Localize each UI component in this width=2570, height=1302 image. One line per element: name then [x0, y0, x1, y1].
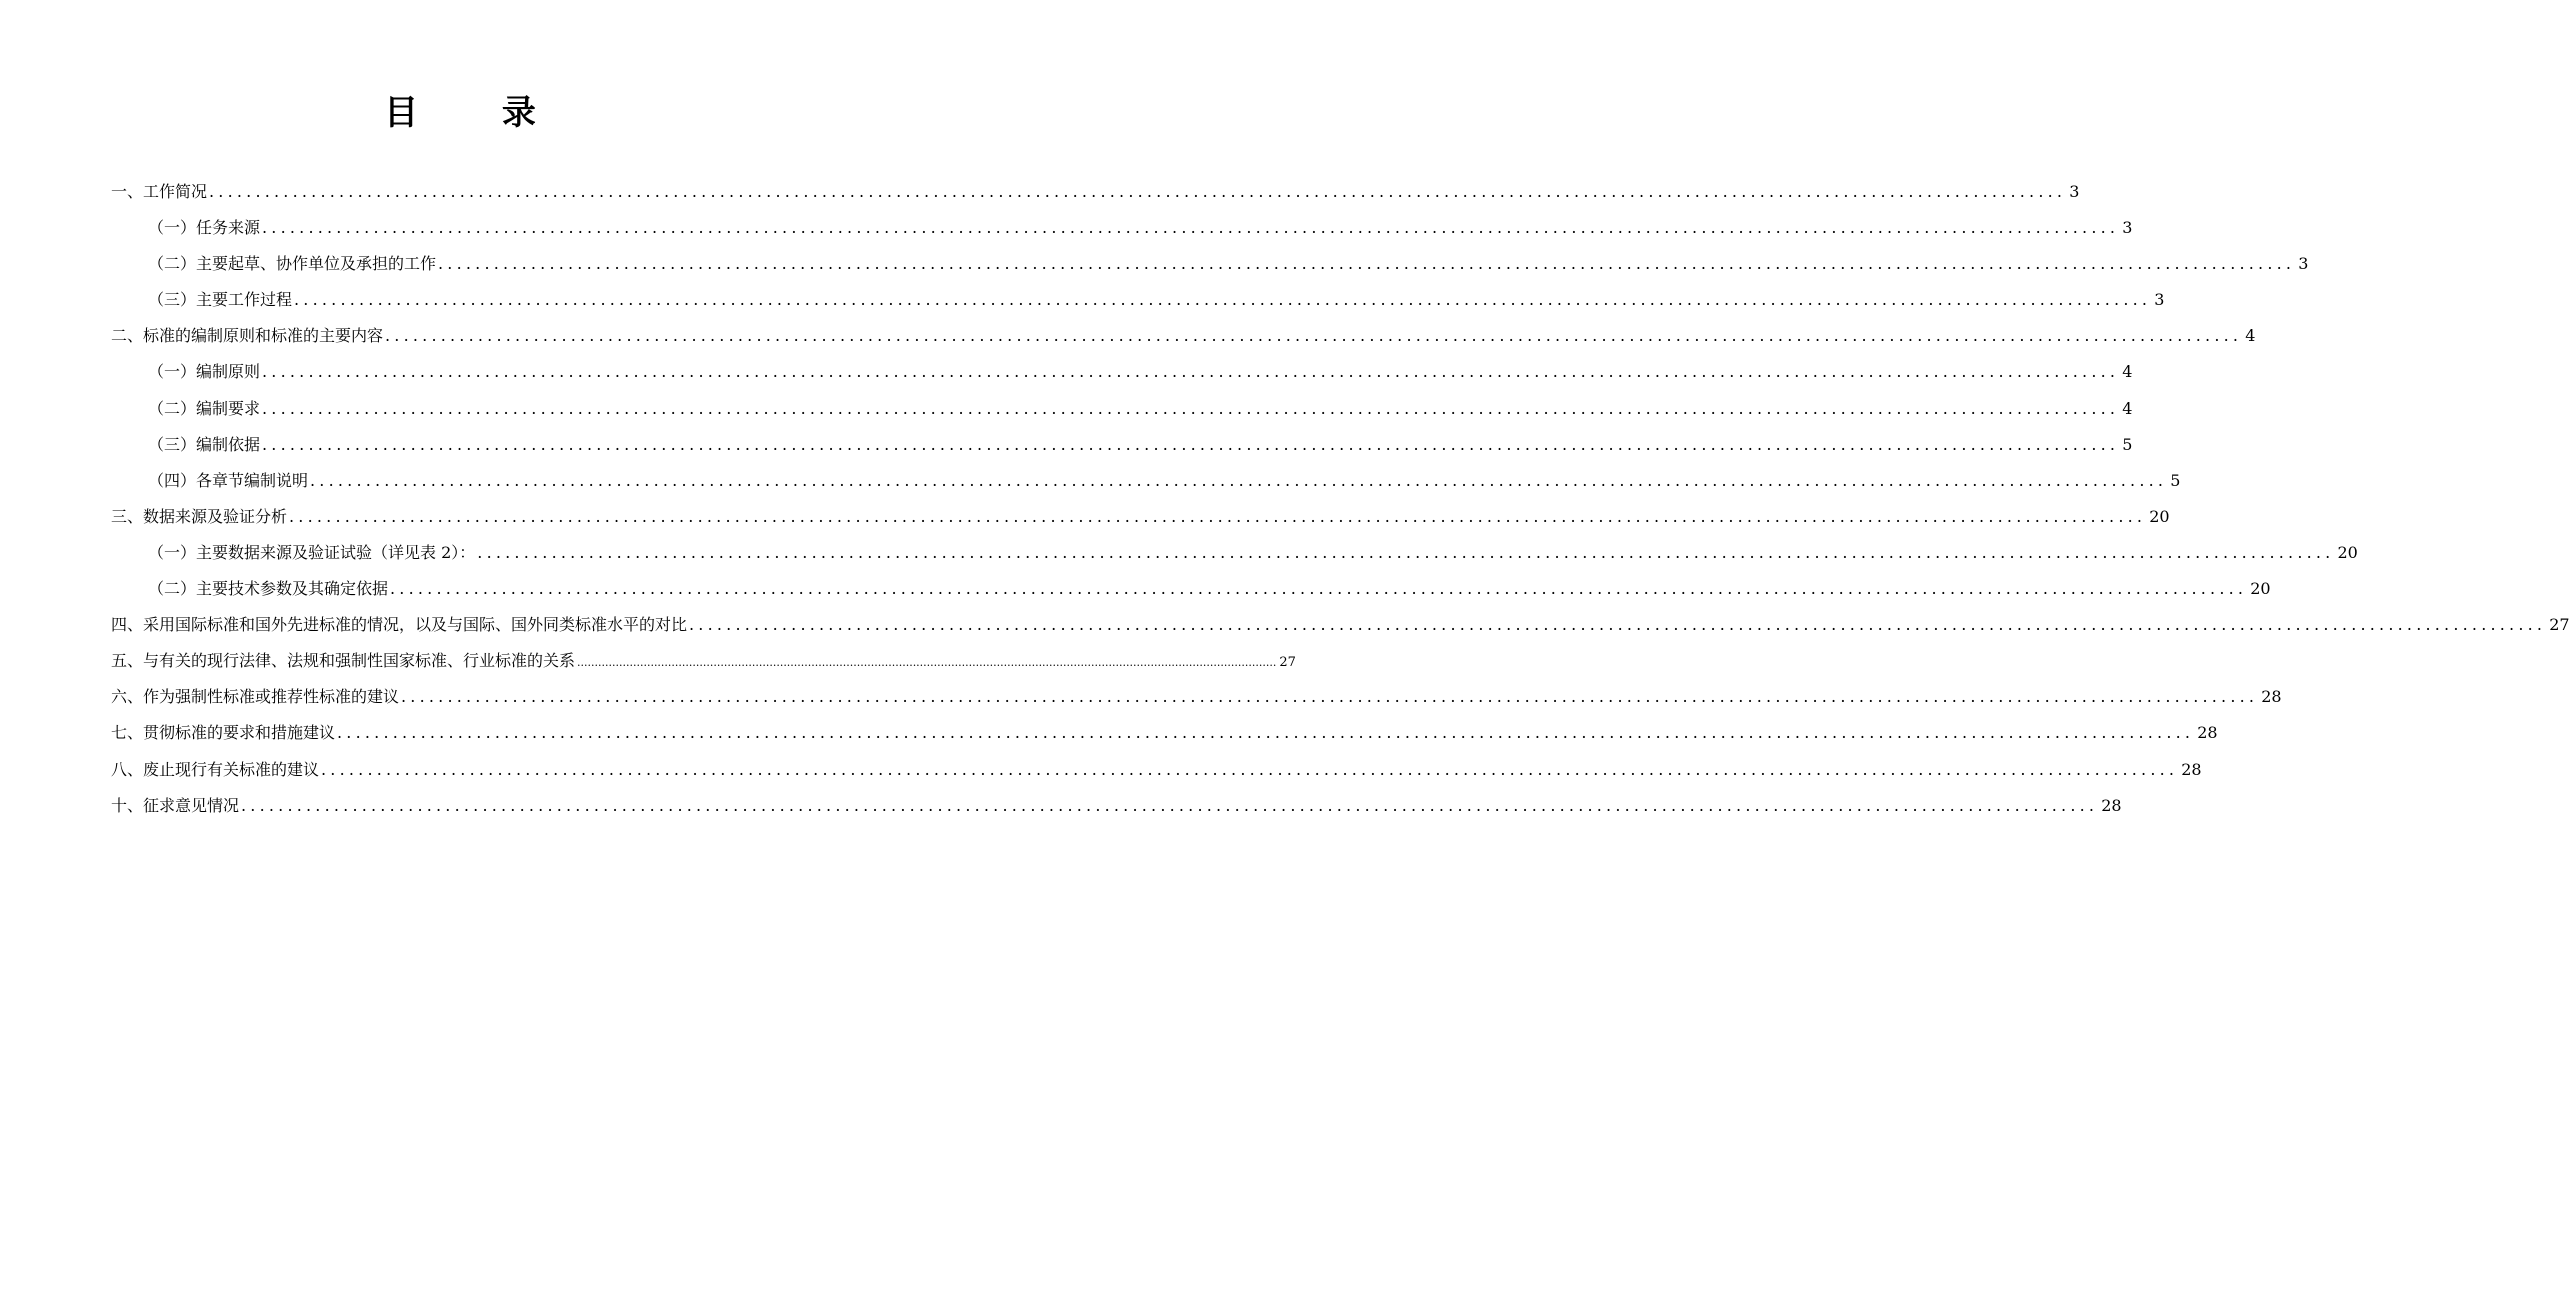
toc-leader-dots: ........................................................................................................................................................................................................: [289, 506, 2147, 526]
toc-entry-label: （一）任务来源: [148, 218, 261, 238]
toc-entry[interactable]: [111, 210, 2133, 246]
page-title: 目 录: [384, 93, 572, 133]
toc-page-number: 28: [2181, 759, 2202, 779]
toc-entry-label: （二）主要起草、协作单位及承担的工作: [148, 254, 437, 274]
toc-entry-label: 三、数据来源及验证分析: [111, 506, 288, 526]
toc-entry[interactable]: [111, 788, 2122, 824]
toc-page-number: 3: [2069, 182, 2080, 201]
toc-entry[interactable]: [111, 607, 2570, 643]
toc-leader-dots: ........................................................................................................................................................................................................: [262, 362, 2120, 382]
toc-page-number: 20: [2250, 579, 2271, 599]
toc-entry-label: 五、与有关的现行法律、法规和强制性国家标准、行业标准的关系: [111, 651, 576, 671]
toc-entry[interactable]: [111, 535, 2358, 571]
toc-entry[interactable]: [111, 246, 2309, 282]
toc-entry-label: 二、标准的编制原则和标准的主要内容: [111, 326, 384, 346]
toc-leader-dots: ........................................................................................................................................................................................................: [209, 182, 2067, 201]
table-of-contents: [111, 174, 2570, 824]
toc-entry-label: 八、废止现行有关标准的建议: [111, 759, 320, 779]
toc-entry[interactable]: [111, 499, 2170, 535]
toc-entry-label: （二）编制要求: [148, 398, 261, 418]
toc-page-number: 27: [1279, 655, 1296, 671]
toc-entry-label: （三）主要工作过程: [148, 290, 293, 310]
toc-page-number: 4: [2122, 398, 2133, 418]
toc-entry[interactable]: [111, 715, 2218, 751]
toc-leader-dots: ........................................................................................................................................................................................................: [241, 795, 2099, 815]
toc-page-number: 28: [2101, 795, 2122, 815]
toc-entry-label: 四、采用国际标准和国外先进标准的情况，以及与国际、国外同类标准水平的对比: [111, 615, 688, 635]
toc-entry[interactable]: [111, 318, 2256, 354]
toc-entry-label: （一）主要数据来源及验证试验（详见表 2）：: [148, 542, 476, 562]
toc-entry[interactable]: [111, 571, 2271, 607]
toc-entry-label: 一、工作简况: [111, 182, 208, 201]
toc-leader-dots: ........................................................................................................................................................................................................: [310, 470, 2168, 490]
toc-page-number: 4: [2122, 362, 2133, 382]
toc-entry-label: 十、征求意见情况: [111, 795, 240, 815]
toc-page-number: 3: [2122, 218, 2133, 238]
toc-leader-dots: ........................................................................................................................................................................................................: [401, 687, 2259, 707]
toc-leader-dots: ........................................................................................................................................................................................................: [390, 579, 2248, 599]
toc-entry[interactable]: [111, 174, 2080, 210]
toc-page-number: 3: [2154, 290, 2165, 310]
toc-page-number: 20: [2149, 506, 2170, 526]
toc-entry-label: 七、贯彻标准的要求和措施建议: [111, 723, 336, 743]
toc-leader-dots: ........................................................................................................................................................................................................: [689, 615, 2547, 635]
toc-leader-dots: ........................................................................................................................................................................................................: [385, 326, 2243, 346]
toc-entry[interactable]: [111, 391, 2133, 427]
toc-page-number: 3: [2298, 254, 2309, 274]
toc-entry-label: （四）各章节编制说明: [148, 470, 309, 490]
toc-entry[interactable]: [111, 427, 2133, 463]
toc-leader-dots: ........................................................................................................................................................................................................: [477, 542, 2335, 562]
toc-entry[interactable]: [111, 282, 2165, 318]
toc-page-number: 28: [2261, 687, 2282, 707]
toc-page-number: 5: [2122, 434, 2133, 454]
toc-page-number: 27: [2549, 615, 2570, 635]
toc-leader-dots: ........................................................................................................................................................................................................: [337, 723, 2195, 743]
toc-entry-label: 六、作为强制性标准或推荐性标准的建议: [111, 687, 400, 707]
toc-entry[interactable]: [111, 354, 2133, 390]
toc-page-number: 4: [2245, 326, 2256, 346]
toc-page-number: 5: [2170, 470, 2181, 490]
toc-leader-dots: ........................................................................................................................................................................................................: [262, 218, 2120, 238]
toc-entry[interactable]: [111, 752, 2202, 788]
toc-leader-dots: ........................................................................................................................................................................................................: [321, 759, 2179, 779]
toc-page-number: 28: [2197, 723, 2218, 743]
toc-entry[interactable]: [111, 679, 2282, 715]
toc-leader-dots: ........................................................................................................................................................................................................: [262, 434, 2120, 454]
toc-leader-dots: ........................................................................................................................................................................................................: [438, 254, 2296, 274]
toc-leader-dots: ........................................................................................................................................................................................................: [294, 290, 2152, 310]
toc-entry-label: （三）编制依据: [148, 434, 261, 454]
toc-entry-label: （二）主要技术参数及其确定依据: [148, 579, 389, 599]
toc-entry-label: （一）编制原则: [148, 362, 261, 382]
toc-page-number: 20: [2337, 542, 2358, 562]
toc-leader-dots: ........................................................................................................................................................................................................: [262, 398, 2120, 418]
toc-leader-dots: ........................................................................................................................................................................................................: [577, 656, 1277, 670]
toc-entry[interactable]: [111, 463, 2181, 499]
toc-entry[interactable]: [111, 643, 1296, 679]
